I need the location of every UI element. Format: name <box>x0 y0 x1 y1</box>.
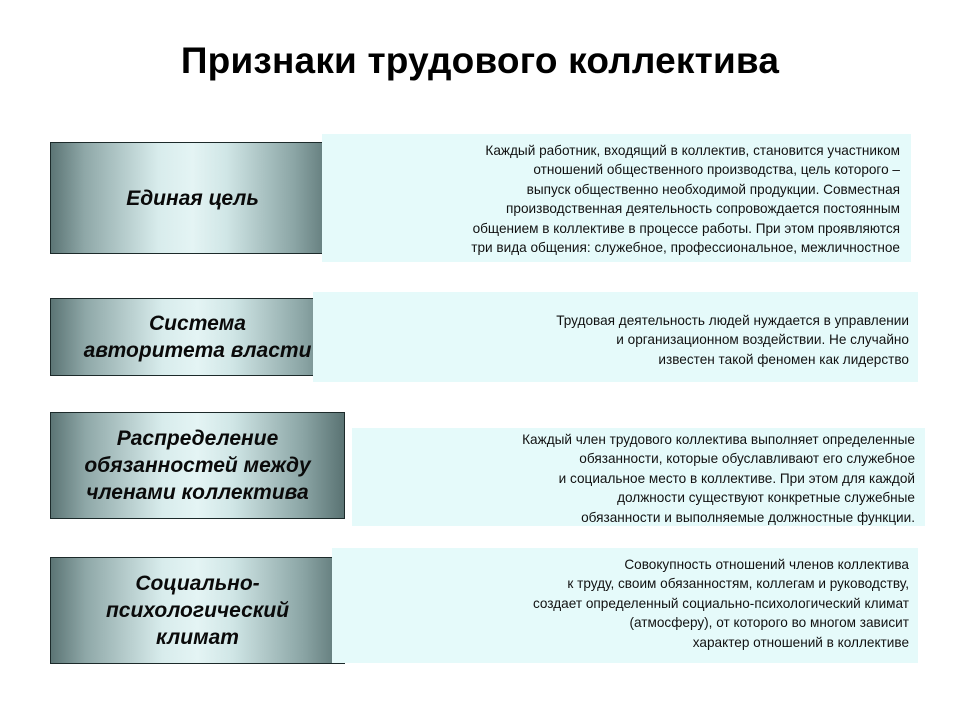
description-line: Трудовая деятельность людей нуждается в управлении <box>556 313 909 328</box>
label-authority-system <box>50 298 345 376</box>
label-line: Распределение <box>116 427 279 450</box>
description-line: известен такой феномен как лидерство <box>658 351 909 367</box>
label-line: обязанностей между <box>84 454 311 477</box>
label-line: членами коллектива <box>86 481 309 504</box>
description-line: создает определенный социально-психологический климат <box>532 595 909 611</box>
description-duty-distribution <box>352 428 925 526</box>
description-line: отношений общественного производства, цель которого – <box>533 162 900 178</box>
description-line: и социальное место в коллективе. При этом для каждой <box>558 470 915 486</box>
description-line: общением в коллективе в процессе работы. При этом проявляются <box>472 220 900 236</box>
label-line: Социально- <box>135 572 260 595</box>
description-social-climate <box>332 548 918 663</box>
label-line: климат <box>156 626 239 649</box>
slide-title: Признаки трудового коллектива <box>180 40 780 81</box>
label-text <box>84 425 310 506</box>
description-line: должности существуют конкретные служебные <box>617 490 915 506</box>
label-text <box>126 185 259 212</box>
description-line: Каждый работник, входящий в коллектив, становится участником <box>485 143 900 158</box>
description-line: производственная деятельность сопровождается постоянным <box>506 201 900 217</box>
label-line: психологический <box>105 599 290 622</box>
label-text <box>84 310 312 364</box>
label-line: авторитета власти <box>83 339 312 362</box>
description-line: к труду, своим обязанностям, коллегам и руководству, <box>567 576 909 592</box>
label-line: Единая цель <box>126 186 259 210</box>
label-social-climate <box>50 557 345 664</box>
description-line: Каждый член трудового коллектива выполняет определенные <box>522 432 915 447</box>
description-line: три вида общения: служебное, профессиональное, межличностное <box>471 240 900 256</box>
description-line: обязанности, которые обуславливают его служебное <box>579 451 915 467</box>
description-line: характер отношений в коллективе <box>692 634 909 650</box>
label-unified-goal <box>50 142 335 254</box>
label-duty-distribution <box>50 412 345 519</box>
description-line: обязанности и выполняемые должностные функции. <box>581 509 915 525</box>
description-authority-system <box>313 292 918 382</box>
description-unified-goal <box>322 134 911 262</box>
label-text <box>106 570 289 651</box>
description-line: выпуск общественно необходимой продукции. Совместная <box>526 181 900 197</box>
description-line: и организационном воздействии. Не случайно <box>616 332 909 348</box>
description-line: Совокупность отношений членов коллектива <box>624 557 909 572</box>
description-line: (атмосферу), от которого во многом зависит <box>629 615 909 631</box>
label-line: Система <box>149 312 246 335</box>
